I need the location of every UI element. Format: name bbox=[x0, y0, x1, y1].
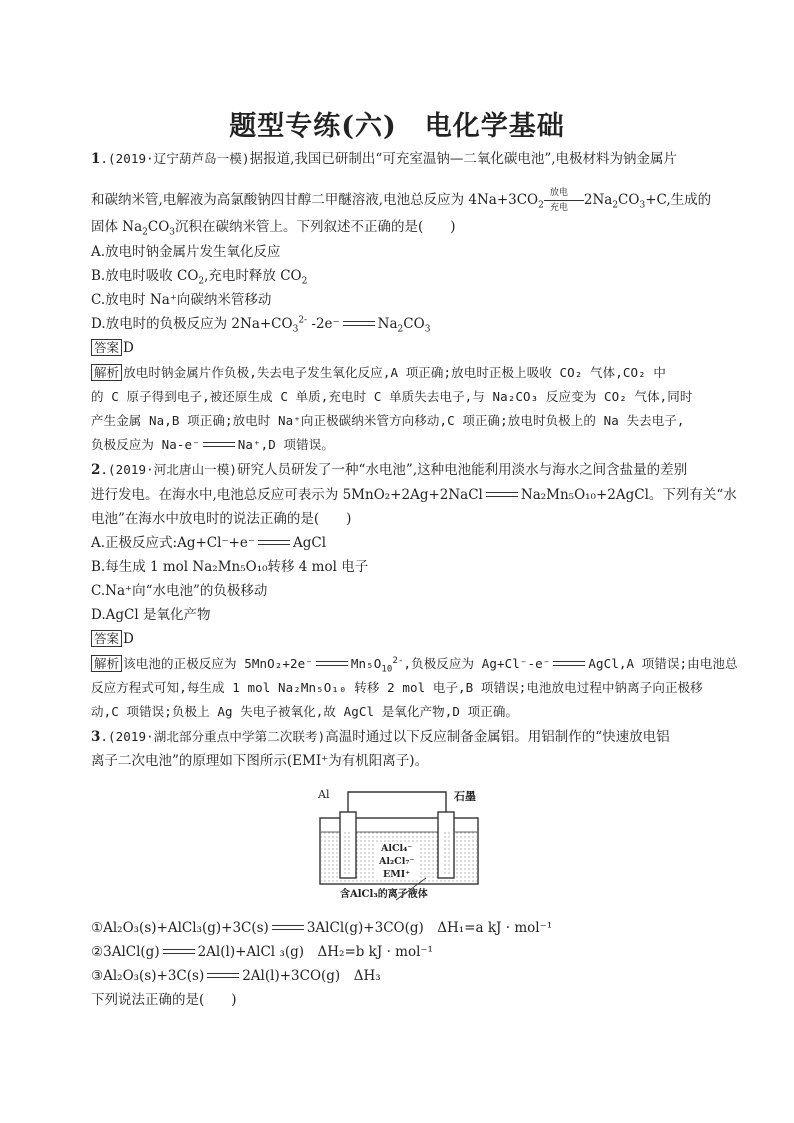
question-2-stem-line3: 电池”在海水中放电时的说法正确的是( ) bbox=[91, 511, 352, 527]
option-c: C.Na⁺向“水电池”的负极移动 bbox=[91, 583, 268, 599]
question-number: 2 bbox=[91, 462, 101, 478]
question-3-ask: 下列说法正确的是( ) bbox=[91, 992, 237, 1008]
question-source: .(2019·湖北部分重点中学第二次联考) bbox=[100, 729, 326, 744]
ion-label-emi: EMI⁺ bbox=[383, 869, 411, 880]
question-number: 3 bbox=[91, 729, 101, 745]
question-3-stem-line2: 离子二次电池”的原理如下图所示(EMI⁺为有机阳离子)。 bbox=[91, 753, 429, 769]
reaction-condition-arrow: 放电 充电 bbox=[544, 192, 584, 210]
answer-tag: 答案 bbox=[91, 630, 122, 647]
question-2-stem: 2.(2019·河北唐山一模)研究人员研发了一种“水电池”,这种电池能利用淡水与海水之间含盐量的差别 bbox=[91, 462, 688, 478]
question-2-stem-line2: 进行发电。在海水中,电池总反应可表示为 5MnO₂+2Ag+2NaCl Na₂Mn₅O₁₀+2AgCl。下列有关“水 bbox=[91, 487, 737, 503]
answer-tag: 答案 bbox=[91, 339, 122, 356]
question-number: 1 bbox=[91, 151, 101, 167]
option-c: C.放电时 Na⁺向碳纳米管移动 bbox=[91, 292, 272, 308]
analysis-1-line3: 产生金属 Na,B 项正确;放电时 Na⁺向正极碳纳米管方向移动,C 项正确;放电时负极上的 Na 失去电子, bbox=[91, 413, 685, 428]
question-3-stem: 3.(2019·湖北部分重点中学第二次联考)高温时通过以下反应制备金属铝。用铝制作的“快速放电铝 bbox=[91, 729, 670, 745]
page-title: 题型专练(六) 电化学基础 bbox=[229, 111, 565, 142]
question-source: .(2019·辽宁葫芦岛一模) bbox=[100, 151, 250, 166]
option-b: B.每生成 1 mol Na₂Mn₅O₁₀转移 4 mol 电子 bbox=[91, 559, 369, 575]
ion-label-alcl4: AlCl₄⁻ bbox=[381, 843, 413, 854]
question-source: .(2019·河北唐山一模) bbox=[100, 462, 238, 477]
analysis-1-line4: 负极反应为 Na-e⁻ Na⁺,D 项错误。 bbox=[91, 437, 334, 452]
analysis-2-line1: 解析 该电池的正极反应为 5MnO₂+2e⁻ $Mn_5O_{10}^{2-}$,负极反应为 Ag+Cl⁻-e⁻ AgCl,A 项错误;由电池总 bbox=[91, 655, 738, 673]
analysis-tag: 解析 bbox=[91, 655, 122, 672]
label-graphite: 石墨 bbox=[454, 790, 476, 803]
figure-caption: 含AlCl₃的离子液体 bbox=[340, 889, 428, 900]
answer-2: 答案 D bbox=[91, 630, 134, 648]
reaction-2: ②3AlCl(g) 2Al(l)+AlCl ₃(g) ΔH₂=b kJ · mol⁻¹ bbox=[91, 944, 433, 960]
analysis-tag: 解析 bbox=[91, 364, 122, 381]
label-al: Al bbox=[318, 788, 330, 801]
reaction-3: ③Al₂O₃(s)+3C(s) 2Al(l)+3CO(g) ΔH₃ bbox=[91, 968, 381, 984]
option-b: B.放电时吸收 $CO_2$,充电时释放 $CO_2$ bbox=[91, 268, 308, 287]
reaction-1: ①Al₂O₃(s)+AlCl₃(g)+3C(s) 3AlCl(g)+3CO(g) ΔH₁=a kJ · mol⁻¹ bbox=[91, 920, 553, 936]
analysis-1-line2: 的 C 原子得到电子,被还原生成 C 单质,充电时 C 单质失去电子,与 Na₂CO₃ 反应变为 CO₂ 气体,同时 bbox=[91, 389, 693, 404]
external-wire bbox=[348, 792, 446, 826]
option-a: A.放电时钠金属片发生氧化反应 bbox=[91, 244, 281, 260]
question-1-stem-line3: 固体 $Na_2CO_3$沉积在碳纳米管上。下列叙述不正确的是( ) bbox=[91, 219, 456, 238]
analysis-2-line2: 反应方程式可知,每生成 1 mol Na₂Mn₅O₁₀ 转移 2 mol 电子,B 项错误;电池放电过程中钠离子向正极移 bbox=[91, 680, 703, 695]
question-1-stem-line2: 和碳纳米管,电解液为高氯酸钠四甘醇二甲醚溶液,电池总反应为 $4Na+3CO_2$ 放电 充电 $2Na_2CO_3+C$,生成的 bbox=[91, 187, 712, 213]
analysis-1-line1: 解析 放电时钠金属片作负极,失去电子发生氧化反应,A 项正确;放电时正极上吸收 CO₂ 气体,CO₂ 中 bbox=[91, 364, 666, 382]
question-1-stem: 1.(2019·辽宁葫芦岛一模)据报道,我国已研制出“可充室温钠—二氧化碳电池”,电极材料为钠金属片 bbox=[91, 151, 678, 167]
answer-1: 答案 D bbox=[91, 339, 134, 357]
option-d: D.AgCl 是氧化产物 bbox=[91, 607, 211, 623]
analysis-2-line3: 动,C 项错误;负极上 Ag 失电子被氧化,故 AgCl 是氧化产物,D 项正确。 bbox=[91, 704, 519, 719]
ion-label-al2cl7: Al₂Cl₇⁻ bbox=[379, 856, 415, 867]
option-d: D.放电时的负极反应为 $2Na+CO_3^{2-}$ -2e⁻ $Na_2CO_3$ bbox=[91, 315, 431, 335]
option-a: A.正极反应式:Ag+Cl⁻+e⁻ AgCl bbox=[91, 535, 327, 551]
